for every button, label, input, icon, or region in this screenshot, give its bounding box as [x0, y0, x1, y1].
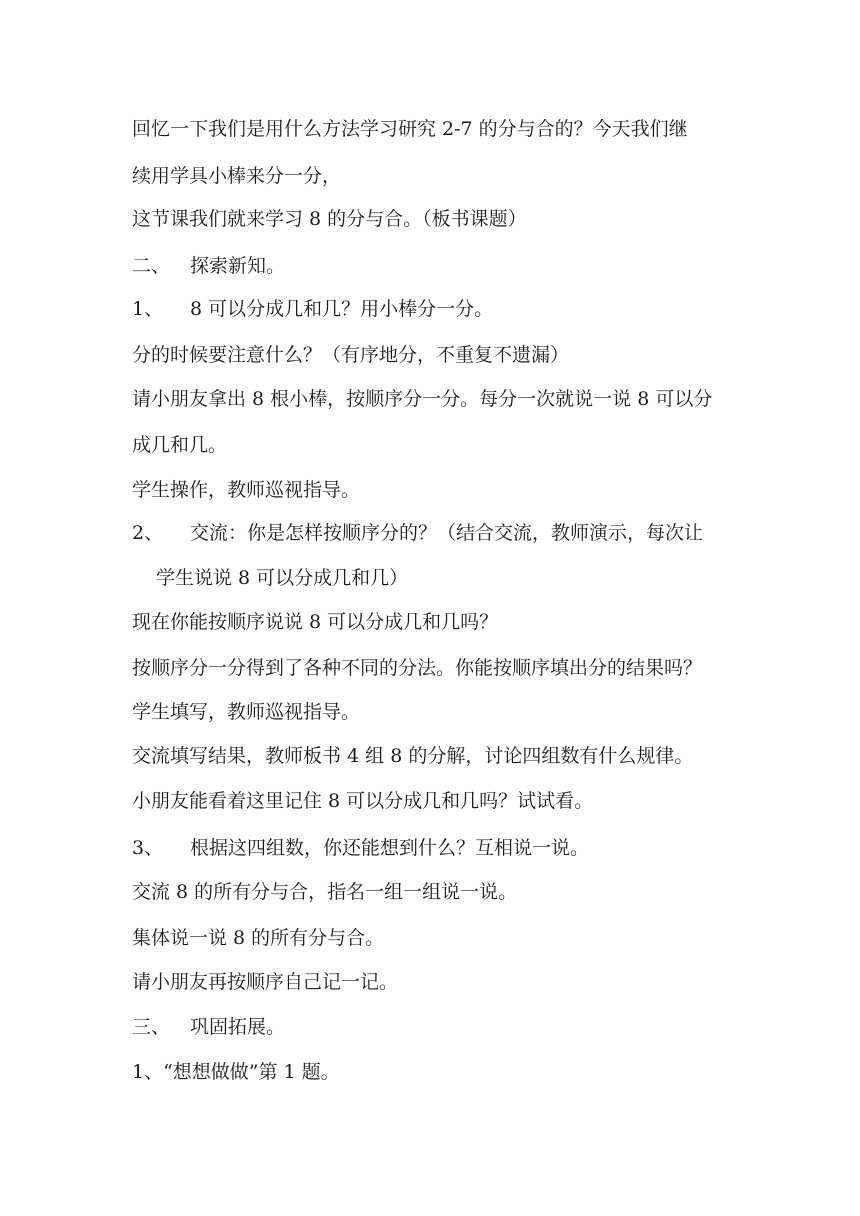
paragraph-note: 分的时候要注意什么？（有序地分，不重复不遗漏） [132, 344, 570, 366]
step-3 [132, 836, 772, 860]
section-title: 探索新知。 [190, 255, 286, 277]
exercise-1: 1、“想想做做”第 1 题。 [132, 1061, 340, 1083]
paragraph-group-say: 集体说一说 8 的所有分与合。 [132, 927, 385, 949]
paragraph-instruction-line-2: 成几和几。 [132, 434, 228, 456]
paragraph-intro-line-2: 续用学具小棒来分一分， [132, 165, 342, 187]
section-number: 二、 [132, 255, 171, 277]
paragraph-intro-line-1: 回忆一下我们是用什么方法学习研究 2-7 的分与合的？今天我们继 [132, 118, 688, 140]
paragraph-memorize: 请小朋友再按顺序自己记一记。 [132, 971, 399, 993]
step-text: 交流：你是怎样按顺序分的？（结合交流，教师演示，每次让 [190, 522, 704, 544]
step-1 [132, 297, 772, 321]
step-2 [132, 521, 772, 545]
paragraph-student-fill: 学生填写，教师巡视指导。 [132, 701, 361, 723]
step-number: 1、 [132, 298, 164, 320]
section-title: 巩固拓展。 [190, 1016, 286, 1038]
paragraph-exchange-results: 交流填写结果，教师板书 4 组 8 的分解，讨论四组数有什么规律。 [132, 745, 694, 767]
step-number: 3、 [132, 837, 164, 859]
paragraph-student-operation: 学生操作，教师巡视指导。 [132, 479, 361, 501]
section-heading-explore [132, 254, 772, 278]
step-text: 根据这四组数，你还能想到什么？互相说一说。 [190, 837, 590, 859]
paragraph-topic: 这节课我们就来学习 8 的分与合。（板书课题） [132, 208, 527, 230]
section-number: 三、 [132, 1016, 171, 1038]
step-2-continuation: 学生说说 8 可以分成几和几） [156, 567, 409, 589]
paragraph-all-combinations: 交流 8 的所有分与合，指名一组一组说一说。 [132, 881, 518, 903]
step-number: 2、 [132, 522, 164, 544]
paragraph-question-order: 现在你能按顺序说说 8 可以分成几和几吗？ [132, 611, 499, 633]
step-text: 8 可以分成几和几？用小棒分一分。 [190, 298, 494, 320]
paragraph-instruction-line-1: 请小朋友拿出 8 根小棒，按顺序分一分。每分一次就说一说 8 可以分 [132, 388, 713, 410]
section-heading-consolidate [132, 1015, 772, 1039]
paragraph-remember: 小朋友能看着这里记住 8 可以分成几和几吗？试试看。 [132, 790, 594, 812]
paragraph-fill-results: 按顺序分一分得到了各种不同的分法。你能按顺序填出分的结果吗？ [132, 657, 703, 679]
